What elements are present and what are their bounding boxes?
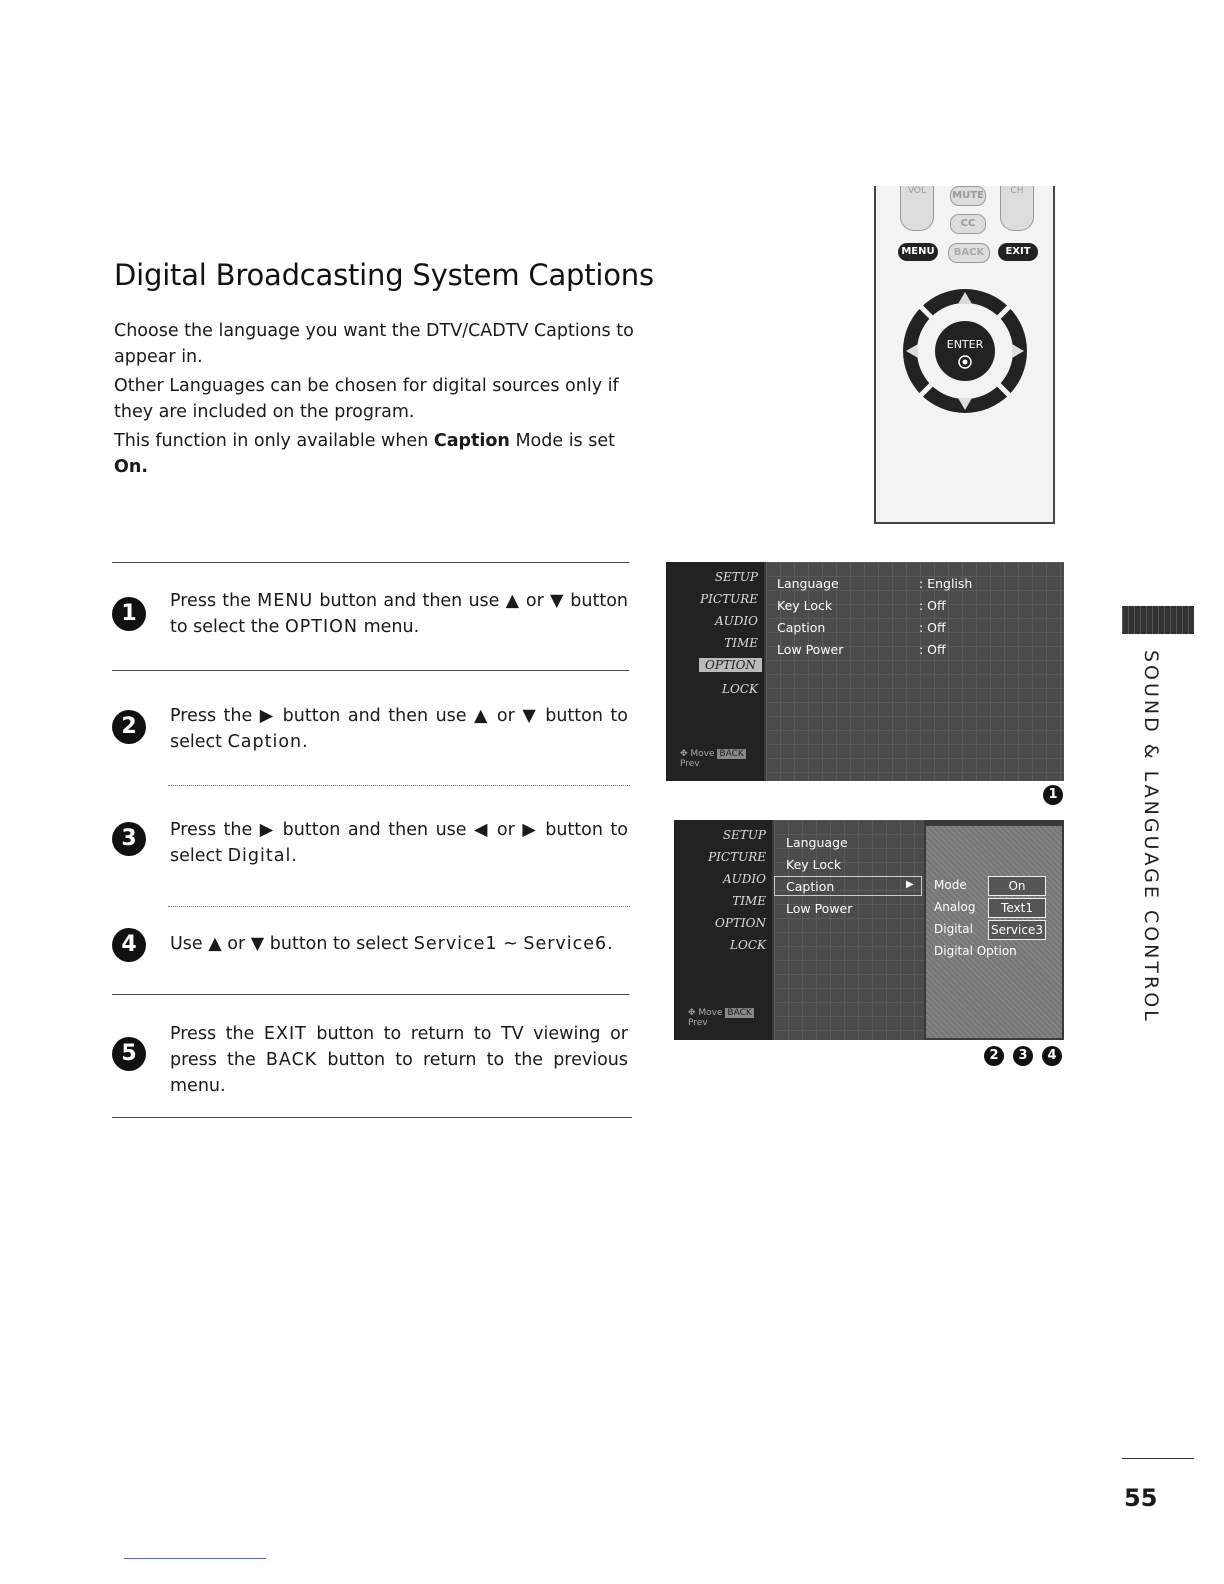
intro-text: Mode is set: [509, 431, 615, 451]
step-text-part: menu.: [358, 617, 420, 637]
arrow-right-icon: ▶: [906, 879, 914, 890]
step-2-text: [170, 703, 628, 755]
analog-value: Text1: [988, 898, 1046, 918]
intro-on-keyword: On.: [114, 457, 148, 477]
intro-paragraph-1: Choose the language you want the DTV/CADTV Captions to appear in.: [114, 321, 634, 367]
exit-button: EXIT: [998, 243, 1038, 261]
tv-menu-screenshot-2: [674, 820, 1064, 1040]
tv-menu-content: [766, 562, 1064, 781]
tv-menu-item-setup: SETUP: [714, 570, 758, 584]
figure-reference-1: 1: [1043, 785, 1063, 805]
option-row-label: Caption: [777, 620, 826, 635]
figure-reference-4: 4: [1042, 1046, 1062, 1066]
intro-text: This function in only available when: [114, 431, 434, 451]
section-tab-marker: [1122, 606, 1194, 634]
tv-menu-item-time: TIME: [732, 894, 766, 908]
volume-button: [900, 186, 934, 231]
tv-menu-item-time: TIME: [724, 636, 758, 650]
remote-control-illustration: [874, 186, 1055, 524]
step-3-text: [170, 817, 628, 869]
step-text-part: .: [291, 846, 297, 866]
step-number-3: 3: [112, 822, 146, 856]
enter-label: ENTER: [946, 338, 984, 351]
tv-menu-item-lock: LOCK: [722, 682, 758, 696]
figure-reference-3: 3: [1013, 1046, 1033, 1066]
mode-label: Mode: [934, 878, 967, 892]
analog-label: Analog: [934, 900, 976, 914]
option-row-label: Key Lock: [786, 857, 842, 872]
digital-value: Service3: [988, 920, 1046, 940]
mode-value: On: [988, 876, 1046, 896]
step-number-5: 5: [112, 1037, 146, 1071]
option-row-label: Caption: [786, 879, 835, 894]
tv-menu-sidebar: [666, 562, 764, 781]
step-text-part: .: [302, 732, 308, 752]
step-4-text: [170, 931, 628, 957]
option-row-label: Low Power: [777, 642, 844, 657]
digital-option-label: Digital Option: [934, 944, 1017, 958]
step-text-part: Press the ▶ button and then use ◀ or ▶ button to select: [170, 820, 628, 866]
footer-move: Move: [690, 749, 715, 759]
option-row-label: Key Lock: [777, 598, 833, 613]
back-button: BACK: [948, 243, 990, 263]
option-row-label: Language: [777, 576, 839, 591]
divider: [112, 1117, 632, 1118]
page-number-rule: [1122, 1458, 1194, 1459]
section-tab-label: SOUND & LANGUAGE CONTROL: [1140, 650, 1162, 1024]
exit-keyword: EXIT: [263, 1024, 307, 1044]
channel-button: [1000, 186, 1034, 231]
divider: [112, 670, 629, 671]
step-text-part: button to return to TV viewing or press the: [170, 1024, 629, 1070]
tv-menu-item-lock: LOCK: [730, 938, 766, 952]
volume-label: VOL: [907, 186, 927, 196]
caption-keyword: Caption: [227, 732, 303, 752]
step-text-part: ~: [497, 934, 524, 954]
tv-menu-footer: ✥ Move BACK Prev: [680, 749, 744, 769]
step-text-part: button to return to the previous menu.: [170, 1050, 629, 1096]
figure-reference-2: 2: [984, 1046, 1004, 1066]
intro-paragraph-3: [114, 428, 634, 480]
step-5-text: [170, 1021, 628, 1099]
service6-keyword: Service6: [523, 934, 608, 954]
back-keyword: BACK: [265, 1050, 318, 1070]
divider: [112, 994, 629, 995]
tv-menu-item-setup: SETUP: [722, 828, 766, 842]
tv-menu-item-audio: AUDIO: [715, 614, 758, 628]
tv-menu-sidebar: [674, 820, 772, 1040]
footer-move: Move: [698, 1008, 723, 1018]
tv-menu-item-audio: AUDIO: [723, 872, 766, 886]
option-row-label: Low Power: [786, 901, 853, 916]
footer-prev: Prev: [688, 1018, 708, 1028]
digital-label: Digital: [934, 922, 973, 936]
divider: [112, 562, 629, 563]
footer-back: BACK: [727, 1008, 752, 1018]
mute-button: MUTE: [950, 186, 986, 206]
caption-popup-panel: [926, 826, 1062, 1038]
intro-caption-keyword: Caption: [433, 431, 510, 451]
intro-paragraph-2: Other Languages can be chosen for digital sources only if they are included on the program.: [114, 376, 619, 422]
footer-back: BACK: [719, 749, 744, 759]
step-text-part: Press the ▶ button and then use ▲ or ▼ button to select: [170, 706, 628, 752]
step-text-part: .: [607, 934, 613, 954]
dotted-divider: [168, 906, 630, 907]
footer-prev: Prev: [680, 759, 700, 769]
menu-button: MENU: [898, 243, 938, 261]
tv-menu-item-picture: PICTURE: [708, 850, 766, 864]
tv-menu-screenshot-1: [666, 562, 1064, 781]
tv-menu-item-picture: PICTURE: [700, 592, 758, 606]
cc-button: CC: [950, 214, 986, 234]
step-text-part: Use ▲ or ▼ button to select: [170, 934, 414, 954]
service1-keyword: Service1: [413, 934, 498, 954]
step-number-1: 1: [112, 597, 146, 631]
option-row-label: Language: [786, 835, 848, 850]
option-row-value: : English: [919, 576, 973, 591]
option-row-value: : Off: [919, 598, 946, 613]
step-text-part: Press the: [170, 591, 258, 611]
step-1-text: [170, 588, 628, 640]
channel-label: CH: [1010, 186, 1024, 196]
tv-menu-item-option: OPTION: [699, 658, 762, 672]
navigation-pad-icon: [900, 286, 1030, 416]
bottom-line: [124, 1558, 266, 1559]
step-text-part: Press the: [170, 1024, 264, 1044]
option-keyword: OPTION: [284, 617, 359, 637]
tv-menu-footer: ✥ Move BACK Prev: [688, 1008, 752, 1028]
digital-keyword: Digital: [227, 846, 292, 866]
tv-menu-content: [774, 820, 924, 1040]
page-title: Digital Broadcasting System Captions: [114, 258, 654, 292]
dotted-divider: [168, 785, 630, 786]
step-text-part: button and then use ▲ or ▼ button to select the: [170, 591, 628, 637]
option-row-value: : Off: [919, 620, 946, 635]
step-number-2: 2: [112, 710, 146, 744]
step-number-4: 4: [112, 928, 146, 962]
menu-keyword: MENU: [257, 591, 314, 611]
tv-menu-item-option: OPTION: [715, 916, 766, 930]
option-row-value: : Off: [919, 642, 946, 657]
page-number: 55: [1124, 1484, 1158, 1512]
